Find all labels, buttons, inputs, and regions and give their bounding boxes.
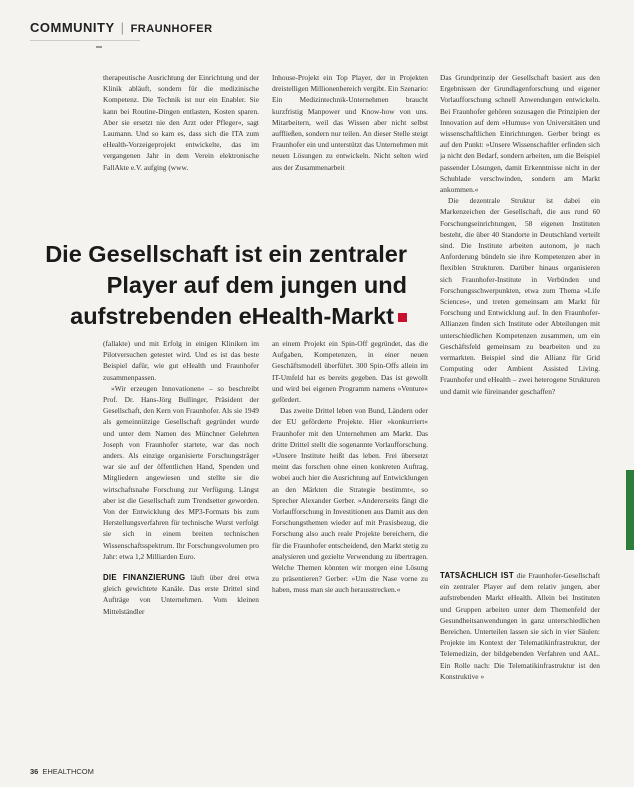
paragraph: an einem Projekt ein Spin-Off gegründet, das die Aufgaben, Kompetenzen, in einer neuen Geschäftsmodell überführt. 300 Spin-Offs allein im IT-Umfeld hat es bereits gegeben. Das ist gewollt und wird bei eigenen Programm namens »Venture« gefördert. — [272, 339, 428, 405]
header-separator: | — [120, 20, 125, 35]
magazine-name: EHEALTHCOM — [42, 767, 94, 776]
page-footer — [30, 767, 94, 776]
column-1-bottom — [103, 338, 259, 758]
page-number: 36 — [30, 767, 39, 776]
paragraph-text: läuft über drei etwa gleich gewichtete Kanäle. Das erste Drittel sind Aufträge von Unternehmen. Vom kleinen Mittelständler — [103, 573, 259, 616]
paragraph: therapeutische Ausrichtung der Einrichtung und der Klinik abläuft, sondern für die medizinische Kompetenz. Die Technik ist nur ein Enabler. Sie kann bei Routine-Dingen entlasten, Kosten sparen. Aber sie ersetzt nie den Arzt oder Pfleger«, sagt Laumann. Und so kam es, dass sich die ITA zum eHealth-Vorzeigeprojekt entwickelte, das im vergangenen Jahr in dem Verein elektronische FallAkte e.V. aufging (www. — [103, 73, 259, 172]
section-title: COMMUNITY — [30, 20, 115, 35]
run-in-head: DIE FINANZIERUNG — [103, 573, 186, 583]
header-rule — [30, 40, 140, 41]
paragraph: Das zweite Drittel leben von Bund, Ländern oder der EU geförderte Projekte. Hier »konkurriert« Fraunhofer mit den Unternehmen am Markt. Das dritte Drittel stellt die sogenannte Vorlaufforschung. »Unsere Institute heißt das leben. Frei übersetzt meint das forschen ohne einen konkreten Auftrag, wobei auch hier die Ausrichtung auf Entwicklungen an den Märkten die Strategie bestimmt«, so Sprecher Alexander Gerber. »Andererseits fängt die Vorlaufforschung in Investitionen aus Damit aus den Forschungsthemen wieder auf mit Praxisbezug, die Forschung also auch reale Projekte bereichern, die für die Fraunhofer entscheidend, den Markt stetig zu analysieren und gezielte Verwendung zu übertragen. Welche Themen könnten wir morgen eine Lösung zu präsentieren? Gerber: »Um die Nase vorne zu haben, muss man sie auch herausstrecken.« — [272, 406, 428, 595]
column-2-bottom — [272, 338, 428, 758]
paragraph — [103, 572, 259, 617]
paragraph: Inhouse-Projekt ein Top Player, der in Projekten dreistelligen Millionenbereich vergibt. Ein Szenario: Ein Medizintechnik-Unternehmen braucht kurzfristig Manpower und Know-how von uns. Mitarbeitern, weil das Wissen aber nicht selbst auffließen, sondern nur teilen. An dieser Stelle steigt Fraunhofer ein und unterstützt das Unternehmen mit neuen Lösungen zu entwickeln. Nicht selten wird aus der Zusammenarbeit — [272, 73, 428, 172]
section-subtitle: FRAUNHOFER — [130, 23, 213, 35]
paragraph: »Wir erzeugen Innovationen« – so beschreibt Prof. Dr. Hans-Jörg Bullinger, Präsident der Gesellschaft, den Kern von Fraunhofer. Als sie 1949 als gemeinnützige Gesellschaft gegründet wurde und unter dem Namen des Münchner Gelehrten Joseph von Fraunhofer startete, war das noch anders. Als einzige organisierte Forschungsträger war sie auf der öffentlichen Hand, Spenden und Mitgliedern angewiesen und stellte sie die wirtschaftsnahe Forschung zur Verfügung. Längst aber ist die Gesellschaft zum Trendsetter geworden. Von der Entwicklung des MP3-Formats bis zum Herstellungsverfahren für technische Wurst verfolgt sie sich in einem breiten technischen Wissenschaftsspektrum. Ihr Forschungsvolumen pro Jahr: etwa 1,2 Milliarden Euro. — [103, 383, 259, 561]
pull-quote-line: Die Gesellschaft ist ein zentraler — [45, 241, 407, 267]
end-square-icon — [398, 313, 407, 322]
column-3 — [440, 72, 600, 577]
pull-quote-line: Player auf dem jungen und — [106, 272, 407, 298]
column-3-bottom — [440, 570, 600, 760]
pull-quote-line: aufstrebenden eHealth-Markt — [70, 303, 394, 329]
edge-color-bar — [626, 470, 634, 550]
column-2-top — [272, 72, 428, 222]
pull-quote — [0, 235, 415, 336]
paragraph — [440, 570, 600, 682]
paragraph: Das Grundprinzip der Gesellschaft basiert aus den Ergebnissen der Grundlagenforschung und eigener Vorlaufforschung schnell Anwendungen entwickeln. Bei Fraunhofer gehören sozusagen die Prinzipien der Innovation auf dem »Humus« von Universitäten und wissenschaftlichen Einrichtungen. Gerber bringt es auf den Punkt: »Unsere Wissenschaftler erfinden sich ja nicht den Bedarf, sondern arbeiten, um die Beispiel passender Lösungen, damit Erkenntnisse nicht in der Schublade verschwinden, sondern am Markt ankommen.« — [440, 73, 600, 195]
column-1-top — [103, 72, 259, 222]
run-in-head: TATSÄCHLICH IST — [440, 571, 514, 580]
paragraph: (fallakte) und mit Erfolg in einigen Kliniken im Pilotversuchen getestet wird. Und es ist das beste Beispiel dafür, wie gut eHealth und Fraunhofer zusammenpassen. — [103, 339, 259, 382]
paragraph: Die dezentrale Struktur ist dabei ein Markenzeichen der Gesellschaft, die aus rund 60 Forschungseinrichtungen, 58 eigenen Instituten besteht, die über 40 Standorte in Deutschland verteilt sind. Die Institute arbeiten autonom, je nach Anforderung bündeln sie ihre Kompetenzen aber in flexiblen Strukturen. Darüber hinaus organisieren sich Fraunhofer-Institute in Verbünden und Forschungsschwerpunkten, etwa zum Thema »Life Sciences«, und treten gemeinsam am Markt für Forschung und Entwicklung auf. In den Fraunhofer-Allianzen finden sich Institute oder Abteilungen mit unterschiedlichen Kompetenzen zusammen, um ein Geschäftsfeld gemeinsam zu bearbeiten und zu vermarkten. Beispiel sind die Allianz für Grid Computing oder Ambient Assisted Living. Fraunhofer und eHealth – zwei heterogene Strukturen und damit wie füreinander geschaffen? — [440, 196, 600, 396]
header-dot — [96, 46, 102, 48]
paragraph-text: die Fraunhofer-Gesellschaft ein zentraler Player auf dem relativ jungen, aber aufstrebenden Markt eHealth. Allein bei Instituten und Gruppen arbeiten unter dem Themenfeld der Gesundheitsanwendungen in ganz unterschiedlichen Bereichen. Unterteilen lassen sie sich in vier Säulen: Projekte im Kontext der Telematikinfrastruktur, der Telemedizin, der bildgebenden Verfahren und AAL. Ein Rolle nach: Die Telematikinfrastruktur ist den Konstruktive » — [440, 571, 600, 681]
section-header — [30, 20, 213, 35]
